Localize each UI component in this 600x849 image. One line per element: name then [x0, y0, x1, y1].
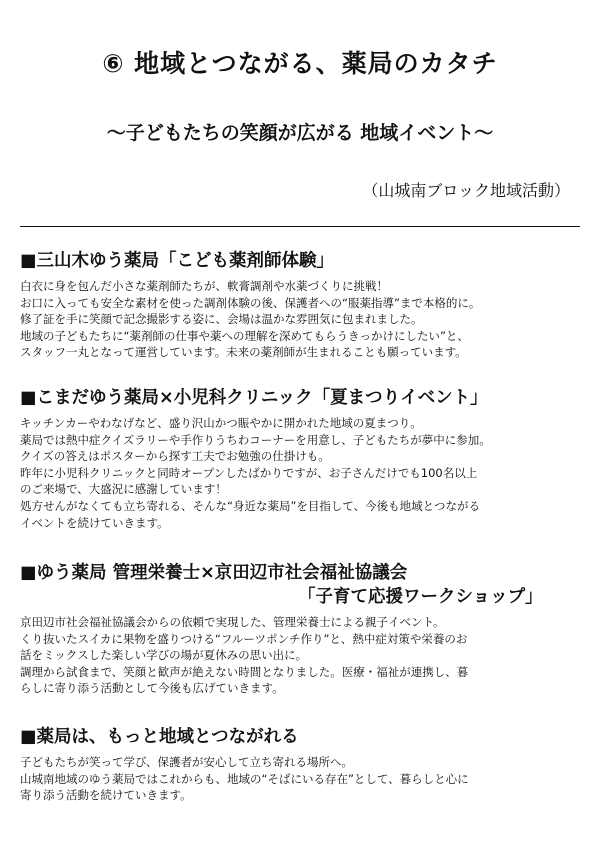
body-line: 処方せんがなくても立ち寄れる、そんな“身近な薬局”を目指して、今後も地域とつながる [20, 498, 480, 513]
author-note: （山城南ブロック地域活動） [362, 181, 570, 200]
page-title: ⑥ 地域とつながる、薬局のカタチ [102, 49, 498, 78]
body-line: 子どもたちが笑って学び、保護者が安心して立ち寄れる場所へ。 [20, 755, 354, 769]
section-body [20, 614, 594, 697]
section-heading-continued: 「子育て応援ワークショップ」 [298, 587, 543, 607]
body-line: イベントを続けていきます。 [20, 515, 169, 530]
section-kids-pharmacist [20, 249, 594, 361]
section-summer-festival [20, 386, 594, 531]
section-workshop [20, 561, 594, 697]
body-line: 京田辺市社会福祉協議会からの依頼で実現した、管理栄養士による親子イベント。 [20, 615, 445, 629]
section-heading: ■三山木ゆう薬局「こども薬剤師体験」 [20, 251, 335, 271]
body-line: お口に入っても安全な素材を使った調剤体験の後、保護者への“服薬指導”まで本格的に。 [20, 295, 481, 310]
body-line: 白衣に身を包んだ小さな薬剤師たちが、軟膏調剤や水薬づくりに挑戦！ [20, 279, 388, 293]
body-line: 地域の子どもたちに“薬剤師の仕事や薬への理解を深めてもらうきっかけにしたい”と、 [20, 328, 469, 343]
body-line: のご来場で、大盛況に感謝しています！ [20, 482, 227, 497]
body-line: くり抜いたスイカに果物を盛りつける“フルーツポンチ作り”と、熱中症対策や栄養のお [20, 631, 468, 646]
body-line: キッチンカーやわなげなど、盛り沢山かつ賑やかに開かれた地域の夏まつり。 [20, 416, 422, 430]
body-line: 山城南地域のゆう薬局ではこれからも、地域の“そばにいる存在”として、暮らしと心に [20, 771, 469, 786]
body-line: クイズの答えはポスターから探す工夫でお勉強の仕掛けも。 [20, 449, 330, 464]
section-heading: ■ゆう薬局 管理栄養士×京田辺市社会福祉協議会 [20, 563, 408, 583]
section-body [20, 415, 594, 531]
body-line: スタッフ一丸となって運営しています。未来の薬剤師が生まれることも願っています。 [20, 345, 467, 360]
section-body [20, 278, 594, 361]
section-body [20, 754, 594, 804]
section-closing [20, 725, 594, 804]
body-line: 昨年に小児科クリニックと同時オープンしたばかりですが、お子さんだけでも100名以上 [20, 465, 478, 480]
body-line: 修了証を手に笑顔で記念撮影する姿に、会場は温かな雰囲気に包まれました。 [20, 312, 423, 327]
header-divider [20, 226, 580, 227]
body-line: 調理から試食まで、笑顔と歓声が絶えない時間となりました。医療・福祉が連携し、暮 [20, 664, 469, 679]
body-line: 話をミックスした楽しい学びの場が夏休みの思い出に。 [20, 648, 308, 663]
body-line: 寄り添う活動を続けていきます。 [20, 788, 192, 803]
body-line: らしに寄り添う活動として今後も広げていきます。 [20, 681, 284, 696]
page-subtitle: ～子どもたちの笑顔が広がる 地域イベント～ [106, 122, 494, 144]
section-heading: ■こまだゆう薬局×小児科クリニック「夏まつりイベント」 [20, 388, 488, 408]
body-line: 薬局では熱中症クイズラリーや手作りうちわコーナーを用意し、子どもたちが夢中に参加。 [20, 432, 491, 447]
section-heading: ■薬局は、もっと地域とつながれる [20, 727, 299, 747]
